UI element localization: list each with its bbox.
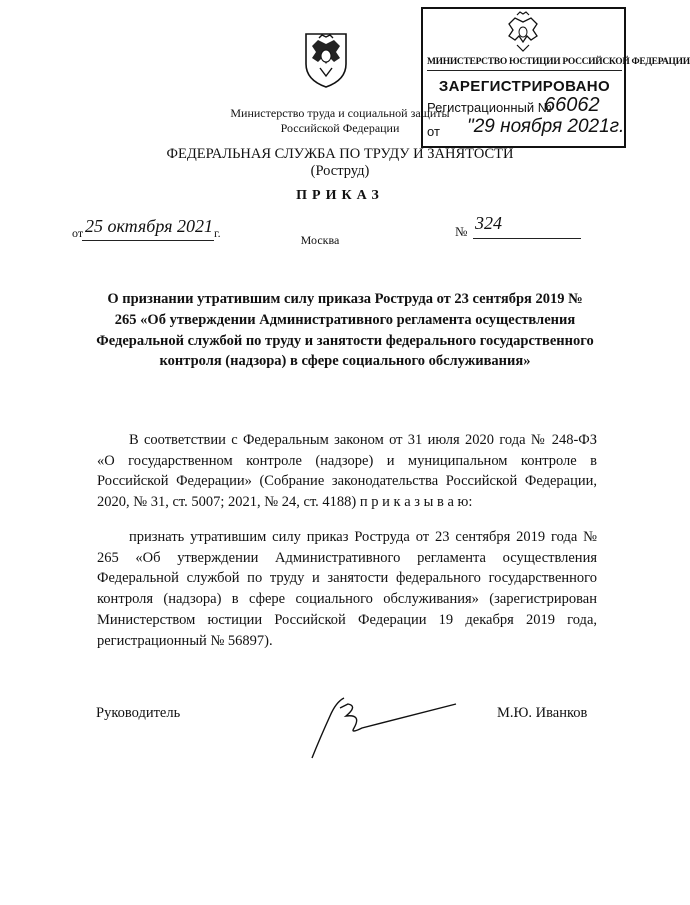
order-city: Москва xyxy=(300,233,340,247)
stamp-reg-number-label: Регистрационный № xyxy=(427,100,552,115)
stamp-ministry: МИНИСТЕРСТВО ЮСТИЦИИ РОССИЙСКОЙ ФЕДЕРАЦИИ xyxy=(427,57,622,71)
service-line-2: (Роструд) xyxy=(310,163,370,179)
ministry-line-1: Министерство труда и социальной защиты xyxy=(230,106,450,120)
paragraph-1-text: В соответствии с Федеральным законом от 31 июля 2020 года № 248-ФЗ «О государственном контроле (надзоре) и муниципальном контроле в Российской Федерации» (Собрание законодательства Российской Федерации, 2020, № 31, ст. 5007; 2021, № 24, ст. 4188) п р и к а з ы в а ю: xyxy=(97,432,597,511)
stamp-reg-number: 66062 xyxy=(544,94,600,116)
body-paragraph-1 xyxy=(97,430,597,513)
number-underline xyxy=(473,238,581,239)
service-header xyxy=(120,146,560,180)
ministry-header xyxy=(209,106,471,136)
order-number: 324 xyxy=(475,213,502,233)
date-underline xyxy=(82,240,214,241)
signatory-name: М.Ю. Иванков xyxy=(497,705,588,721)
document-type: ПРИКАЗ xyxy=(296,188,384,203)
signatory-role: Руководитель xyxy=(96,705,181,721)
ministry-line-2: Российской Федерации xyxy=(280,121,400,135)
handwritten-signature xyxy=(306,694,462,764)
stamp-registered-label: ЗАРЕГИСТРИРОВАНО xyxy=(438,78,611,95)
service-line-1: ФЕДЕРАЛЬНАЯ СЛУЖБА ПО ТРУДУ И ЗАНЯТОСТИ xyxy=(166,146,514,162)
order-title: О признании утратившим силу приказа Роструда от 23 сентября 2019 № 265 «Об утверждении Административного регламента осуществления Федеральной службой по труду и занятости федерального государственного контроля (надзора) в сфере социального обслуживания» xyxy=(96,291,594,370)
order-date-suffix: г. xyxy=(214,226,221,240)
order-date-prefix: от xyxy=(72,226,84,240)
body-paragraph-2 xyxy=(97,527,597,651)
stamp-eagle-emblem xyxy=(501,10,545,54)
paragraph-2-text: признать утратившим силу приказ Роструда от 23 сентября 2019 года № 265 «Об утверждении Административного регламента осуществления Федеральной службой по труду и занятости федерального государственного контроля (надзора) в сфере социального обслуживания» (зарегистрирован Министерством юстиции Российской Федерации 19 декабря 2019 года, регистрационный № 56897). xyxy=(97,529,597,649)
order-number-label: № xyxy=(455,224,468,239)
coat-of-arms-emblem xyxy=(300,30,352,90)
stamp-date-label: от xyxy=(427,124,440,139)
order-date: 25 октября 2021 xyxy=(85,216,213,236)
stamp-date: "29 ноября 2021г. xyxy=(467,116,625,137)
